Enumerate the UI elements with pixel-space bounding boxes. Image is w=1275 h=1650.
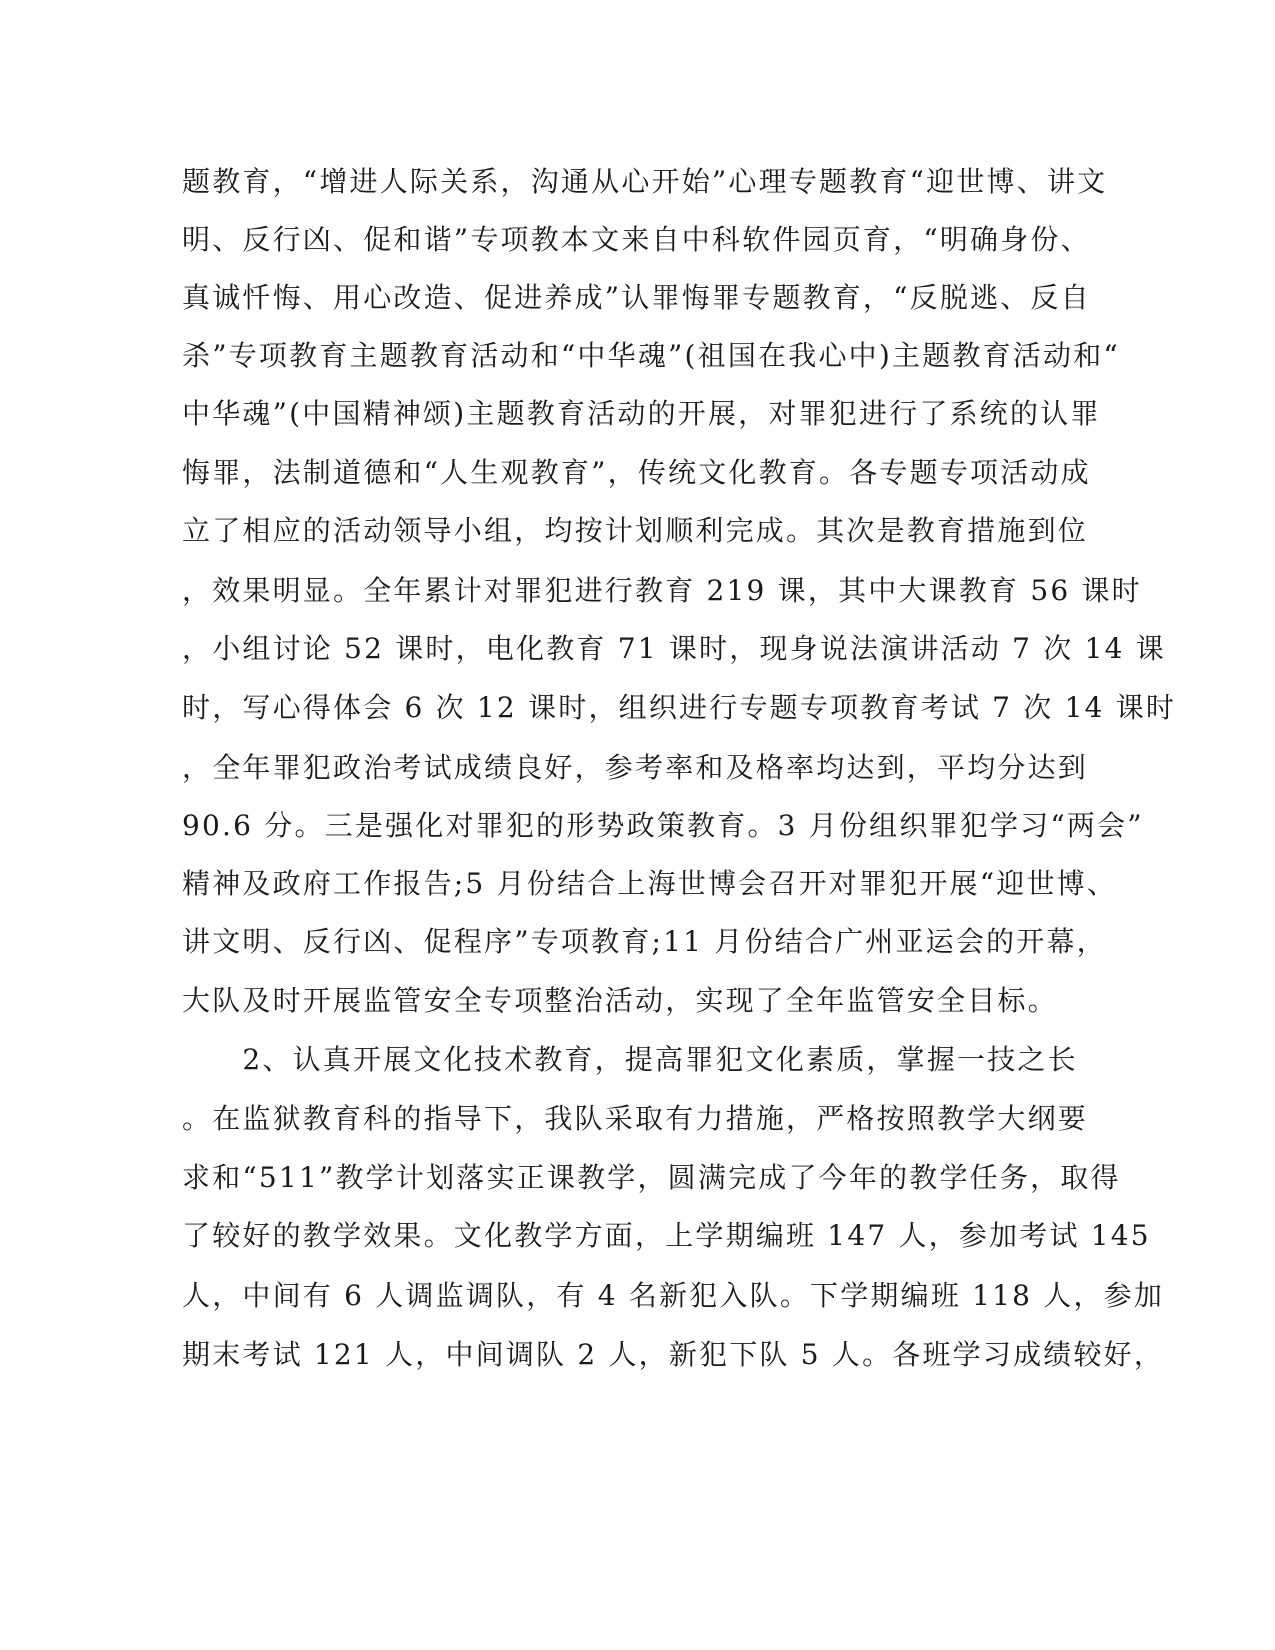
text-line: 时，写心得体会 6 次 12 课时，组织进行专题专项教育考试 7 次 14 课时: [182, 691, 1177, 724]
paragraph-heading-line: 2、认真开展文化技术教育，提高罪犯文化素质，掌握一技之长: [182, 1043, 1078, 1076]
text-line: 。在监狱教育科的指导下，我队采取有力措施，严格按照教学大纲要: [182, 1102, 1089, 1135]
text-line: 90.6 分。三是强化对罪犯的形势政策教育。3 月份组织罪犯学习“两会”: [182, 809, 1144, 842]
text-line: 大队及时开展监管安全专项整治活动，实现了全年监管安全目标。: [182, 984, 1058, 1017]
text-line: 悔罪，法制道德和“人生观教育”，传统文化教育。各专题专项活动成: [182, 456, 1091, 489]
text-line: 求和“511”教学计划落实正课教学，圆满完成了今年的教学任务，取得: [182, 1161, 1121, 1194]
text-line: 真诚忏悔、用心改造、促进养成”认罪悔罪专题教育，“反脱逃、反自: [182, 281, 1091, 314]
text-line: 人，中间有 6 人调监调队，有 4 名新犯入队。下学期编班 118 人，参加: [182, 1279, 1165, 1312]
text-line: 中华魂”(中国精神颂)主题教育活动的开展，对罪犯进行了系统的认罪: [182, 397, 1101, 430]
text-line: 题教育，“增进人际关系，沟通从心开始”心理专题教育“迎世博、讲文: [182, 165, 1108, 198]
text-line: ，小组讨论 52 课时，电化教育 71 课时，现身说法演讲活动 7 次 14 课: [182, 632, 1166, 665]
text-line: 讲文明、反行凶、促程序”专项教育;11 月份结合广州亚运会的开幕，: [182, 925, 1107, 958]
text-line: 期末考试 121 人，中间调队 2 人，新犯下队 5 人。各班学习成绩较好，: [182, 1338, 1165, 1371]
text-line: 立了相应的活动领导小组，均按计划顺利完成。其次是教育措施到位: [182, 514, 1089, 547]
text-line: ，效果明显。全年累计对罪犯进行教育 219 课，其中大课教育 56 课时: [182, 574, 1142, 607]
text-line: 明、反行凶、促和谐”专项教本文来自中科软件园页育，“明确身份、: [182, 223, 1091, 256]
text-line: 了较好的教学效果。文化教学方面，上学期编班 147 人，参加考试 145: [182, 1219, 1151, 1252]
text-line: 杀”专项教育主题教育活动和“中华魂”(祖国在我心中)主题教育活动和“: [182, 339, 1120, 372]
text-line: 精神及政府工作报告;5 月份结合上海世博会召开对罪犯开展“迎世博、: [182, 867, 1118, 900]
text-line: ，全年罪犯政治考试成绩良好，参考率和及格率均达到，平均分达到: [182, 751, 1089, 784]
